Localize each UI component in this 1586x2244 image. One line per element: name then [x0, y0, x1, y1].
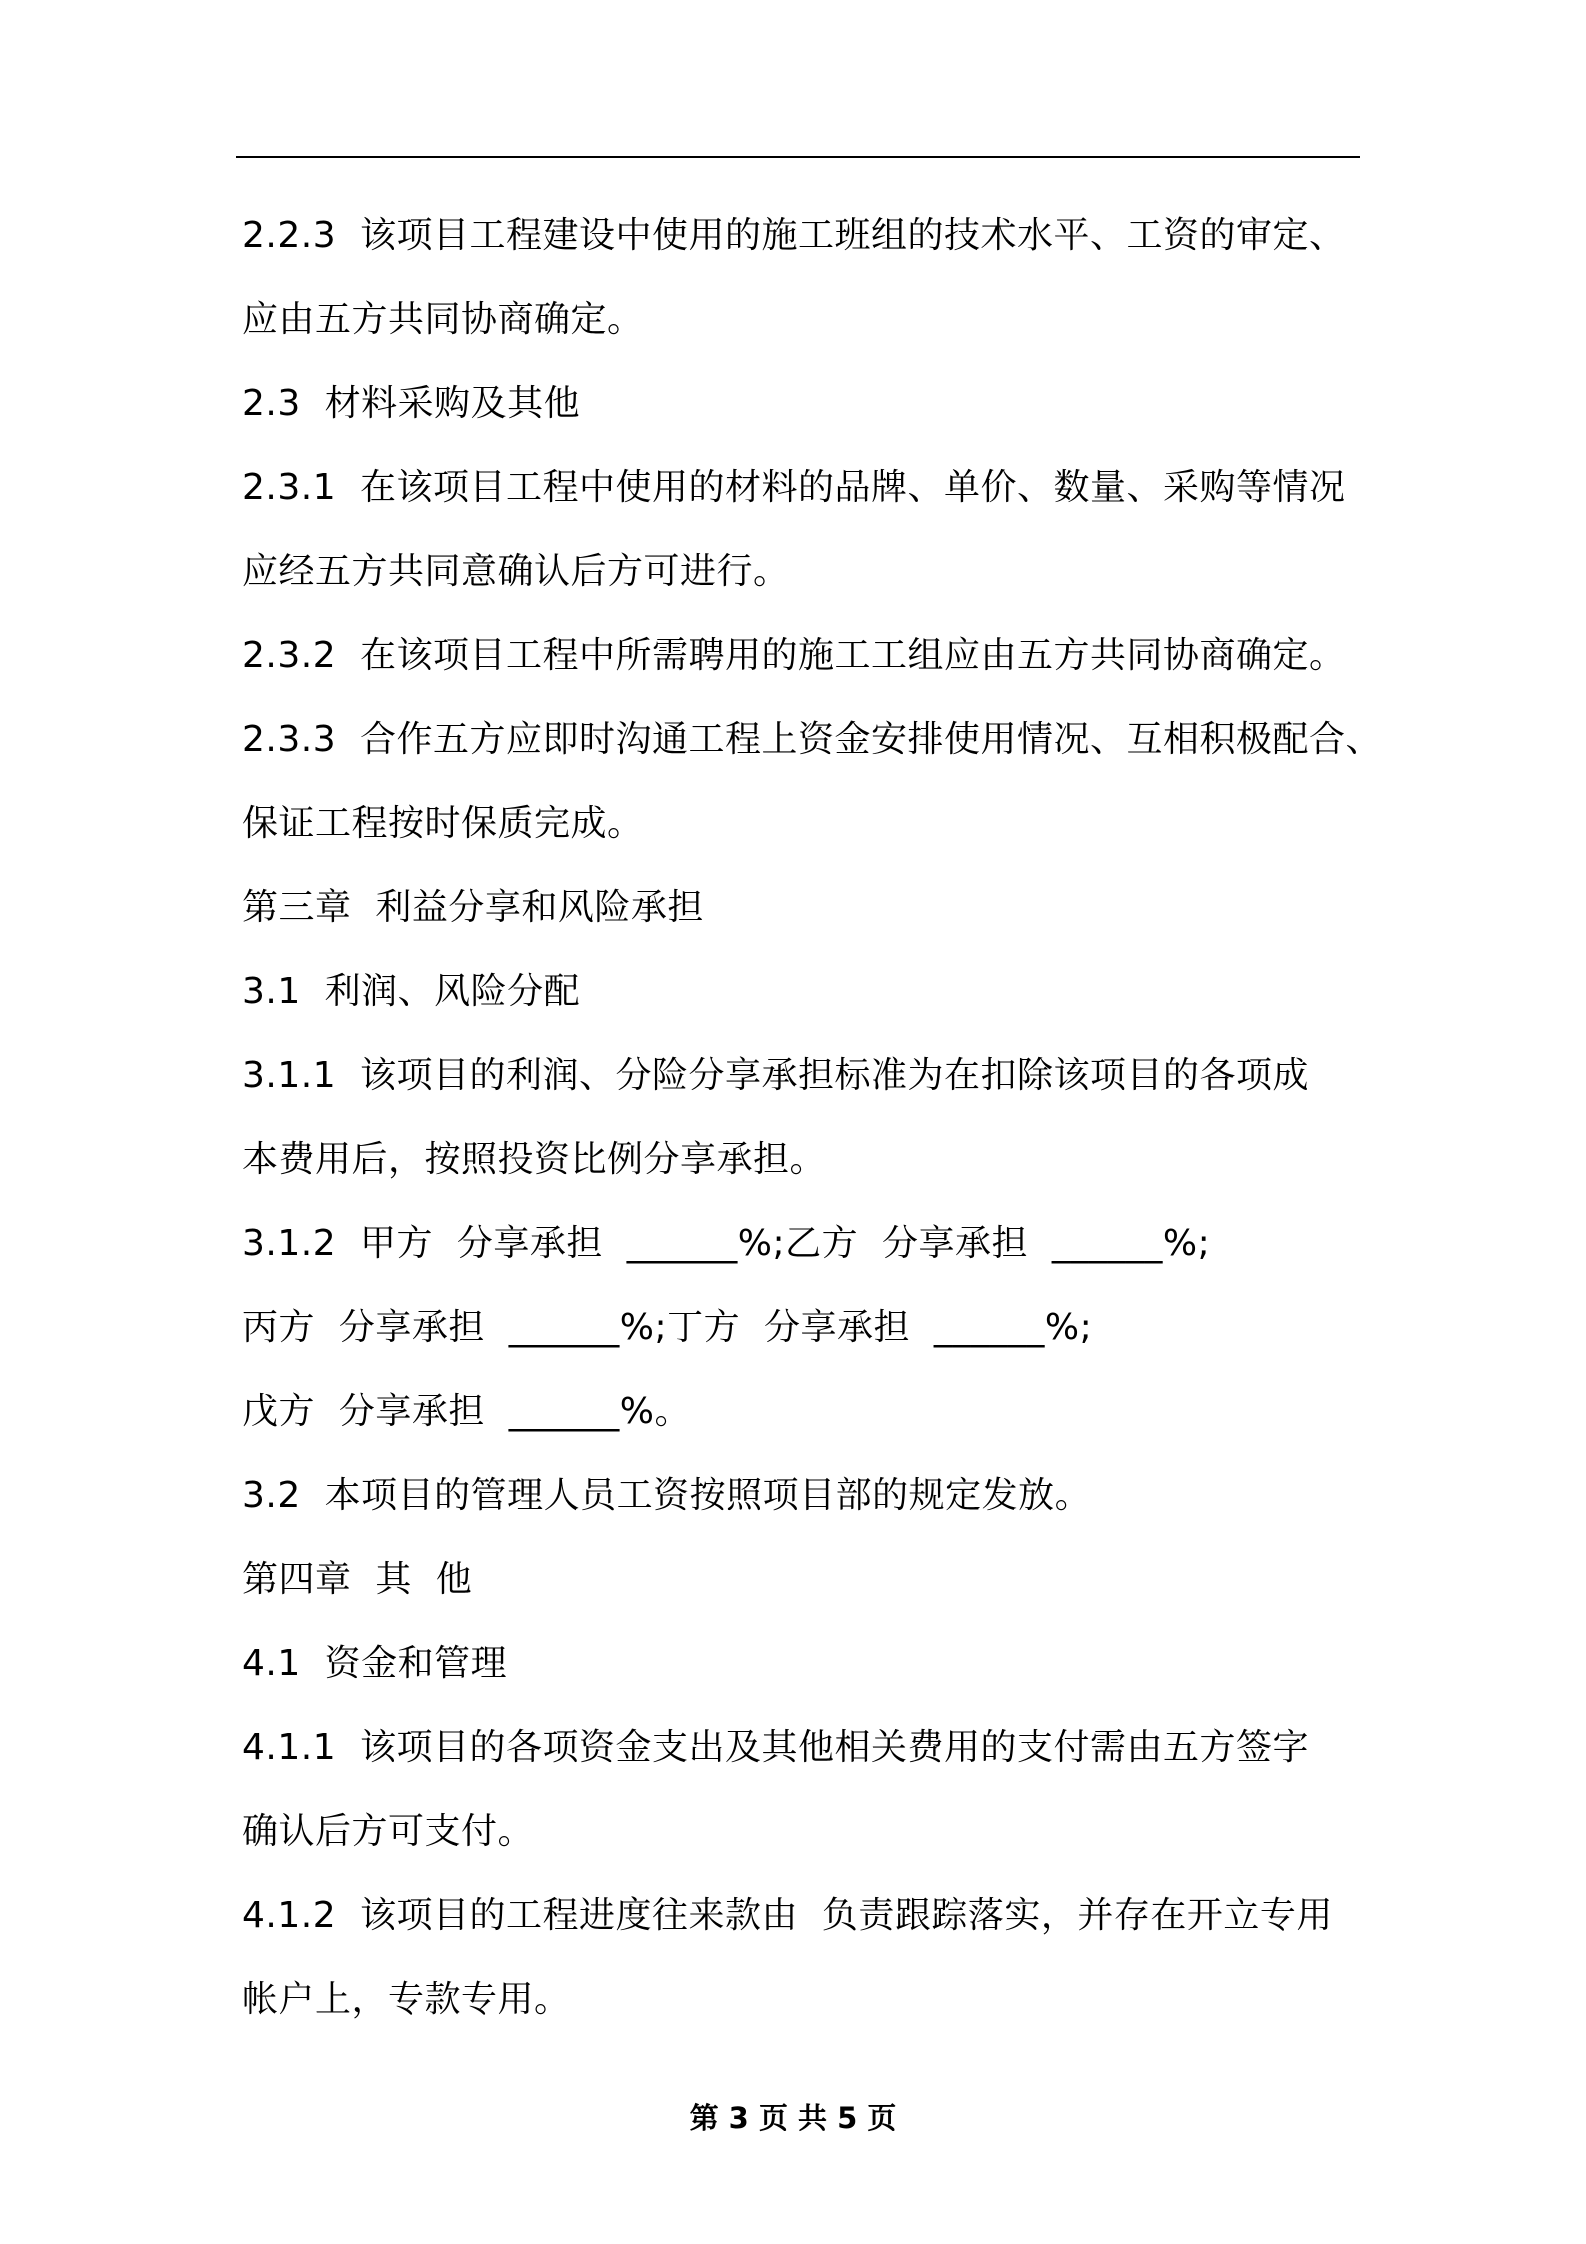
section-heading: 3.1 利润、风险分配	[242, 971, 581, 1012]
text-line: 应由五方共同协商确定。	[242, 299, 644, 340]
document-body	[242, 194, 1382, 2042]
text-line: 3.1.1 该项目的利润、分险分享承担标准为在扣除该项目的各项成	[242, 1055, 1309, 1096]
text-line: 应经五方共同意确认后方可进行。	[242, 551, 790, 592]
text-line: 3.2 本项目的管理人员工资按照项目部的规定发放。	[242, 1475, 1092, 1516]
header-rule	[236, 156, 1360, 158]
text-line: 本费用后，按照投资比例分享承担。	[242, 1139, 827, 1180]
text-line: 2.3.3 合作五方应即时沟通工程上资金安排使用情况、互相积极配合、	[242, 719, 1382, 760]
section-heading: 4.1 资金和管理	[242, 1643, 508, 1684]
text-line: 戊方 分享承担 ______%。	[242, 1391, 691, 1432]
text-line: 2.3.2 在该项目工程中所需聘用的施工工组应由五方共同协商确定。	[242, 635, 1346, 676]
text-line: 2.3.1 在该项目工程中使用的材料的品牌、单价、数量、采购等情况	[242, 467, 1346, 508]
section-heading: 2.3 材料采购及其他	[242, 383, 581, 424]
chapter-heading: 第四章 其 他	[242, 1559, 473, 1600]
text-line: 2.2.3 该项目工程建设中使用的施工班组的技术水平、工资的审定、	[242, 215, 1346, 256]
text-line: 帐户上，专款专用。	[242, 1979, 571, 2020]
text-line: 保证工程按时保质完成。	[242, 803, 644, 844]
text-line: 丙方 分享承担 ______%;丁方 分享承担 ______%;	[242, 1307, 1093, 1348]
text-line: 4.1.2 该项目的工程进度往来款由 负责跟踪落实，并存在开立专用	[242, 1895, 1333, 1936]
text-line: 4.1.1 该项目的各项资金支出及其他相关费用的支付需由五方签字	[242, 1727, 1309, 1768]
chapter-heading: 第三章 利益分享和风险承担	[242, 887, 704, 928]
text-line: 确认后方可支付。	[242, 1811, 535, 1852]
text-line: 3.1.2 甲方 分享承担 ______%;乙方 分享承担 ______%;	[242, 1223, 1211, 1264]
page-number-footer: 第 3 页 共 5 页	[689, 2101, 897, 2135]
